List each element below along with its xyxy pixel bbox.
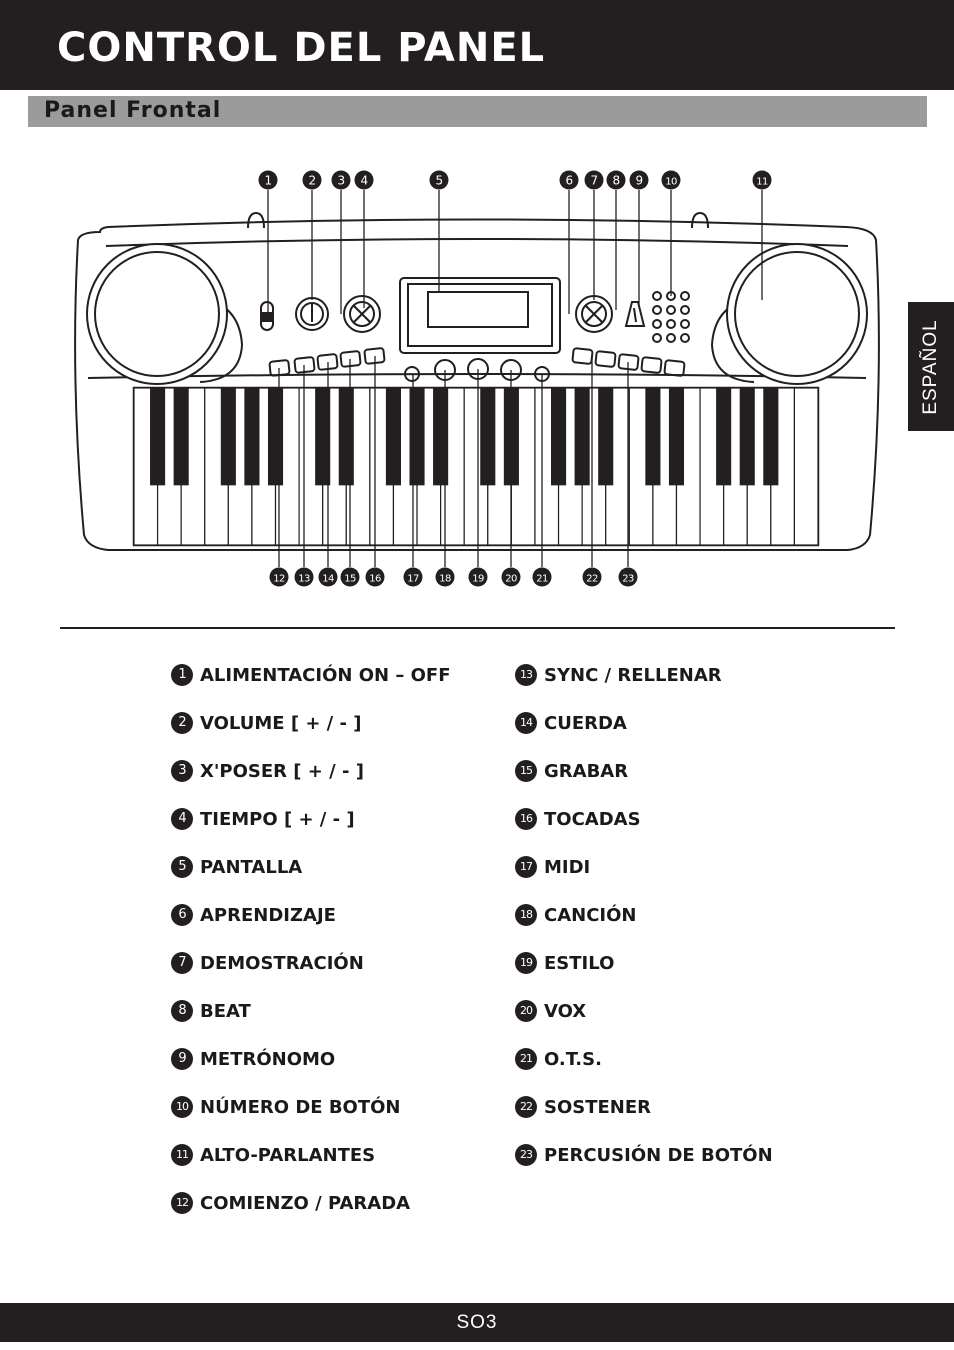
legend-number: 13 [515, 664, 537, 686]
section-divider [60, 627, 895, 629]
legend-item [171, 662, 451, 688]
legend-label: CUERDA [544, 712, 627, 734]
callout-number: 5 [435, 173, 443, 188]
legend-label: PERCUSIÓN DE BOTÓN [544, 1144, 773, 1166]
legend-label: NÚMERO DE BOTÓN [200, 1096, 401, 1118]
callout-marker [585, 171, 604, 190]
black-key [339, 388, 354, 485]
legend-number: 9 [171, 1048, 193, 1070]
black-key [740, 388, 755, 485]
legend-item [515, 1094, 651, 1120]
legend-label: SYNC / RELLENAR [544, 664, 722, 686]
legend-number: 8 [171, 1000, 193, 1022]
page-header [0, 0, 954, 90]
legend-label: VOLUME [ + / - ] [200, 712, 362, 734]
black-key [268, 388, 283, 485]
legend-number: 7 [171, 952, 193, 974]
black-key [480, 388, 495, 485]
callout-marker [560, 171, 579, 190]
legend-number: 22 [515, 1096, 537, 1118]
callout-number: 11 [756, 176, 768, 188]
legend-number: 14 [515, 712, 537, 734]
legend-label: ALIMENTACIÓN ON – OFF [200, 664, 451, 686]
legend-item [171, 710, 361, 736]
callout-marker [270, 568, 289, 587]
legend-item [515, 758, 628, 784]
callout-number: 4 [360, 173, 368, 188]
legend-item [515, 1142, 773, 1168]
legend-item [171, 806, 355, 832]
language-tab-label: ESPAÑOL [920, 318, 941, 415]
legend-number: 11 [171, 1144, 193, 1166]
legend-label: ESTILO [544, 952, 615, 974]
callout-marker [430, 171, 449, 190]
black-key [433, 388, 448, 485]
legend-number: 2 [171, 712, 193, 734]
callout-number: 9 [635, 173, 643, 188]
callout-number: 15 [344, 573, 356, 585]
black-key [669, 388, 684, 485]
legend-number: 17 [515, 856, 537, 878]
callout-number: 23 [622, 573, 634, 585]
legend-number: 21 [515, 1048, 537, 1070]
callout-marker [502, 568, 521, 587]
legend-label: TOCADAS [544, 808, 641, 830]
legend-item [171, 902, 336, 928]
black-key [150, 388, 165, 485]
legend-item [171, 1142, 375, 1168]
callout-marker [341, 568, 360, 587]
page-title: CONTROL DEL PANEL [57, 25, 546, 71]
white-keys [134, 388, 818, 545]
legend-label: APRENDIZAJE [200, 904, 336, 926]
callout-number: 6 [565, 173, 573, 188]
legend-label: BEAT [200, 1000, 251, 1022]
page-number: SO3 [456, 1312, 498, 1333]
legend-label: O.T.S. [544, 1048, 602, 1070]
callout-marker [583, 568, 602, 587]
legend-label: DEMOSTRACIÓN [200, 952, 364, 974]
white-key [794, 388, 818, 545]
callout-number: 2 [308, 173, 316, 188]
legend-item [515, 710, 627, 736]
legend-number: 4 [171, 808, 193, 830]
legend-item [515, 902, 636, 928]
legend-number: 18 [515, 904, 537, 926]
legend-label: GRABAR [544, 760, 629, 782]
black-key [174, 388, 189, 485]
legend-number: 16 [515, 808, 537, 830]
keyboard-diagram [0, 150, 954, 600]
legend-label: ALTO-PARLANTES [200, 1144, 376, 1166]
legend-label: COMIENZO / PARADA [200, 1192, 411, 1214]
callout-number: 17 [407, 573, 419, 585]
black-key [244, 388, 259, 485]
page-footer [0, 1303, 954, 1342]
callout-marker [662, 171, 681, 190]
section-header [28, 96, 927, 127]
legend-label: TIEMPO [ + / - ] [200, 808, 355, 830]
callout-number: 1 [264, 173, 272, 188]
legend-label: X'POSER [ + / - ] [200, 760, 364, 782]
black-key [763, 388, 778, 485]
callout-number: 3 [337, 173, 345, 188]
section-title: Panel Frontal [44, 98, 222, 123]
black-key [645, 388, 660, 485]
legend-label: VOX [544, 1000, 587, 1022]
legend-label: CANCIÓN [544, 904, 637, 926]
legend-item [171, 1046, 335, 1072]
legend-number: 5 [171, 856, 193, 878]
legend-label: PANTALLA [200, 856, 303, 878]
callout-number: 7 [590, 173, 598, 188]
callout-number: 10 [665, 176, 677, 188]
black-key [551, 388, 566, 485]
black-key [221, 388, 236, 485]
legend-label: MIDI [544, 856, 591, 878]
legend-item [515, 662, 722, 688]
legend-number: 10 [171, 1096, 193, 1118]
callout-marker [469, 568, 488, 587]
legend-item [171, 950, 364, 976]
callout-number: 13 [298, 573, 310, 585]
legend-number: 23 [515, 1144, 537, 1166]
callout-number: 20 [505, 573, 517, 585]
callout-marker [366, 568, 385, 587]
black-key [716, 388, 731, 485]
legend-item [515, 806, 641, 832]
legend-number: 19 [515, 952, 537, 974]
callout-marker [332, 171, 351, 190]
callout-marker [404, 568, 423, 587]
callout-marker [303, 171, 322, 190]
legend-item [171, 854, 302, 880]
legend-number: 12 [171, 1192, 193, 1214]
callout-number: 16 [369, 573, 381, 585]
legend-item [171, 1190, 410, 1216]
legend-item [515, 950, 614, 976]
legend-number: 3 [171, 760, 193, 782]
black-key [409, 388, 424, 485]
callout-marker [355, 171, 374, 190]
callout-marker [619, 568, 638, 587]
callout-number: 12 [273, 573, 285, 585]
legend-number: 6 [171, 904, 193, 926]
legend-item [515, 998, 586, 1024]
black-key [386, 388, 401, 485]
legend-number: 15 [515, 760, 537, 782]
legend-item [171, 758, 364, 784]
legend-label: SOSTENER [544, 1096, 652, 1118]
legend-item [171, 1094, 401, 1120]
callout-number: 14 [322, 573, 334, 585]
callout-number: 19 [472, 573, 484, 585]
legend-label: METRÓNOMO [200, 1048, 336, 1070]
callout-number: 18 [439, 573, 451, 585]
callout-marker [259, 171, 278, 190]
callout-marker [630, 171, 649, 190]
callout-number: 8 [612, 173, 620, 188]
callout-number: 21 [536, 573, 548, 585]
black-key [598, 388, 613, 485]
callout-marker [295, 568, 314, 587]
legend-item [515, 854, 590, 880]
black-key [575, 388, 590, 485]
legend-number: 20 [515, 1000, 537, 1022]
legend-number: 1 [171, 664, 193, 686]
callout-marker [436, 568, 455, 587]
callout-marker [753, 171, 772, 190]
callout-marker [319, 568, 338, 587]
legend-item [171, 998, 251, 1024]
callout-marker [533, 568, 552, 587]
legend-item [515, 1046, 602, 1072]
callout-number: 22 [586, 573, 598, 585]
callout-marker [607, 171, 626, 190]
